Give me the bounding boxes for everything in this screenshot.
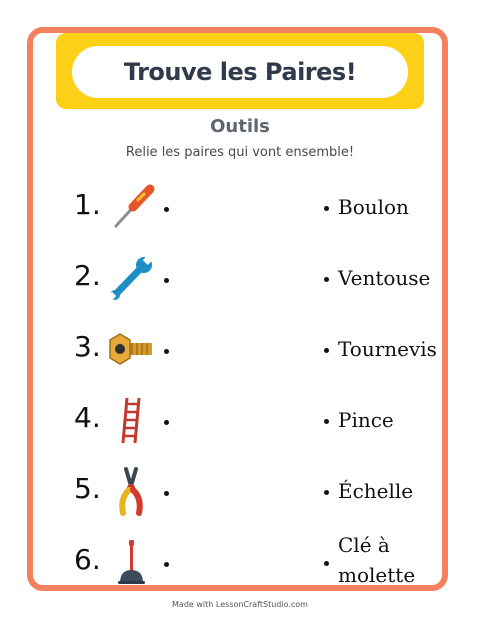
item-number-5: 5.: [74, 472, 101, 505]
footer-credit: Made with LessonCraftStudio.com: [172, 600, 308, 609]
left-dot-3[interactable]: [164, 349, 169, 354]
item-number-1: 1.: [74, 188, 101, 221]
right-dot-2[interactable]: [324, 277, 329, 282]
right-dot-5[interactable]: [324, 490, 329, 495]
word-1: Boulon: [338, 195, 409, 219]
item-number-6: 6.: [74, 543, 101, 576]
left-dot-4[interactable]: [164, 420, 169, 425]
left-dot-6[interactable]: [164, 562, 169, 567]
word-6: Clé à molette: [338, 533, 416, 587]
ladder-icon: [106, 395, 156, 445]
screwdriver-icon: [106, 182, 156, 232]
word-5: Échelle: [338, 479, 414, 503]
item-number-2: 2.: [74, 259, 101, 292]
page-frame: [27, 27, 448, 591]
bolt-icon: [106, 324, 156, 374]
instruction-text: Relie les paires qui vont ensemble!: [125, 145, 355, 160]
left-dot-5[interactable]: [164, 491, 169, 496]
left-dot-2[interactable]: [164, 278, 169, 283]
right-dot-4[interactable]: [324, 419, 329, 424]
item-number-3: 3.: [74, 330, 101, 363]
word-2: Ventouse: [338, 266, 431, 290]
pliers-icon: [106, 466, 156, 516]
word-4: Pince: [338, 408, 394, 432]
word-3: Tournevis: [338, 337, 437, 361]
page-title: Trouve les Paires!: [72, 46, 408, 98]
left-dot-1[interactable]: [164, 207, 169, 212]
right-dot-1[interactable]: [324, 206, 329, 211]
item-number-4: 4.: [74, 401, 101, 434]
right-dot-3[interactable]: [324, 348, 329, 353]
wrench-icon: [106, 253, 156, 303]
right-dot-6[interactable]: [324, 561, 329, 566]
section-subtitle: Outils: [210, 116, 270, 137]
plunger-icon: [106, 537, 156, 587]
